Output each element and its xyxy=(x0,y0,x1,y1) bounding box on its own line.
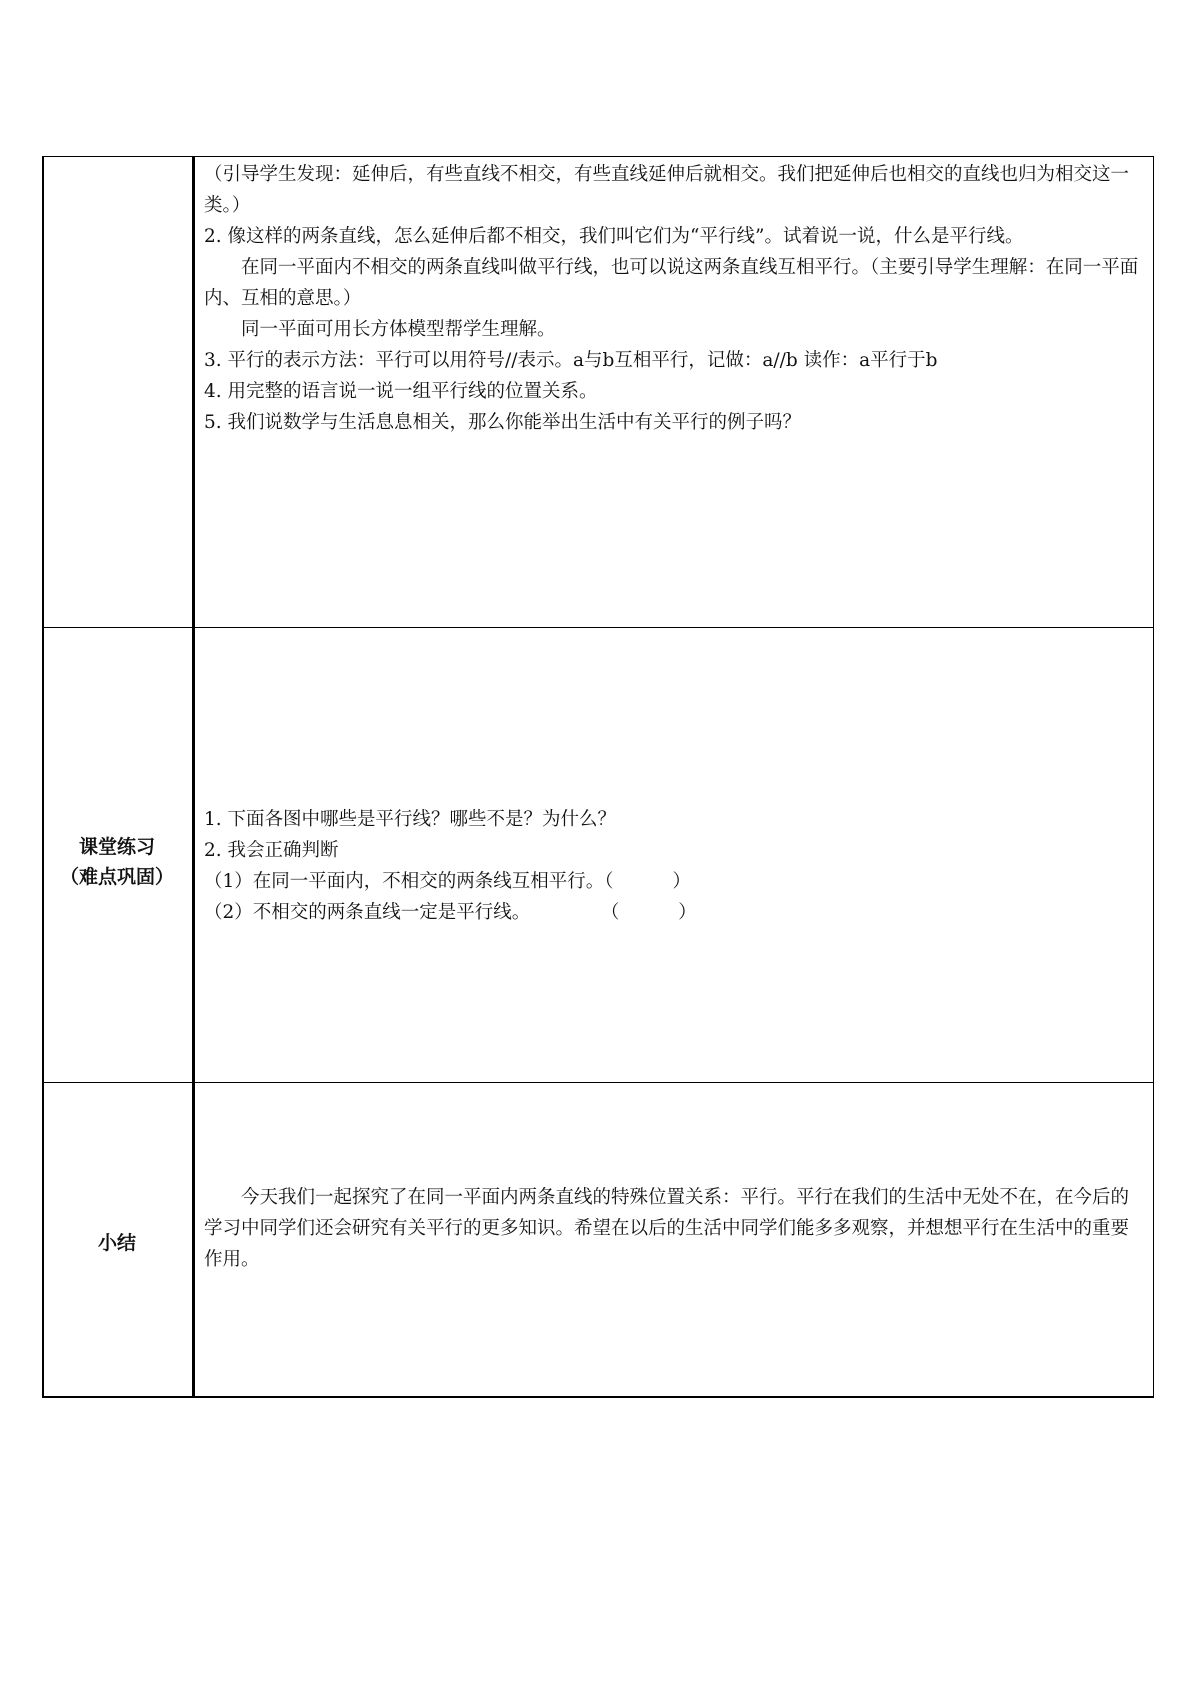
exercise-item-1: 1. 下面各图中哪些是平行线？哪些不是？为什么？ xyxy=(204,809,617,830)
section2-label-line2: （难点巩固） xyxy=(59,866,174,888)
row-divider-2 xyxy=(42,1082,1154,1083)
exercise-judge-1: （1）在同一平面内，不相交的两条线互相平行。（ ） xyxy=(204,871,691,892)
section3-label: 小结 xyxy=(97,1232,136,1254)
section2-label-line1: 课堂练习 xyxy=(78,836,155,858)
table-top-border xyxy=(42,156,1154,157)
paragraph-definition: 在同一平面内不相交的两条直线叫做平行线，也可以说这两条直线互相平行。（主要引导学生理解：在同一平面内、互相的意思。） xyxy=(204,257,1139,309)
summary-text: 今天我们一起探究了在同一平面内两条直线的特殊位置关系：平行。平行在我们的生活中无处不在，在今后的学习中同学们还会研究有关平行的更多知识。希望在以后的生活中同学们能多多观察，并想想平行在生活中的重要作用。 xyxy=(204,1187,1130,1270)
section1-content xyxy=(204,159,1144,438)
paragraph-model-hint: 同一平面可用长方体模型帮学生理解。 xyxy=(241,319,556,340)
paragraph-guidance: （引导学生发现：延伸后，有些直线不相交，有些直线延伸后就相交。我们把延伸后也相交的直线也归为相交这一类。） xyxy=(204,164,1130,216)
paragraph-item-3: 3. 平行的表示方法：平行可以用符号//表示。a与b互相平行，记做：a//b 读作：a平行于b xyxy=(204,350,938,371)
exercise-judge-2: （2）不相交的两条直线一定是平行线。 （ ） xyxy=(204,902,697,923)
lesson-plan-table xyxy=(42,156,1154,1398)
section2-label xyxy=(42,832,192,892)
exercise-item-2: 2. 我会正确判断 xyxy=(204,840,339,861)
column-divider xyxy=(192,156,195,1398)
paragraph-item-2: 2. 像这样的两条直线，怎么延伸后都不相交，我们叫它们为“平行线”。试着说一说，什么是平行线。 xyxy=(204,226,1024,247)
table-bottom-border xyxy=(42,1396,1154,1398)
row-divider-1 xyxy=(42,627,1154,628)
paragraph-item-4: 4. 用完整的语言说一说一组平行线的位置关系。 xyxy=(204,381,598,402)
paragraph-item-5: 5. 我们说数学与生活息息相关，那么你能举出生活中有关平行的例子吗？ xyxy=(204,412,802,433)
section3-content xyxy=(204,1182,1144,1275)
table-left-border xyxy=(42,156,44,1398)
section2-content xyxy=(204,804,1144,928)
table-right-border xyxy=(1153,156,1154,1398)
